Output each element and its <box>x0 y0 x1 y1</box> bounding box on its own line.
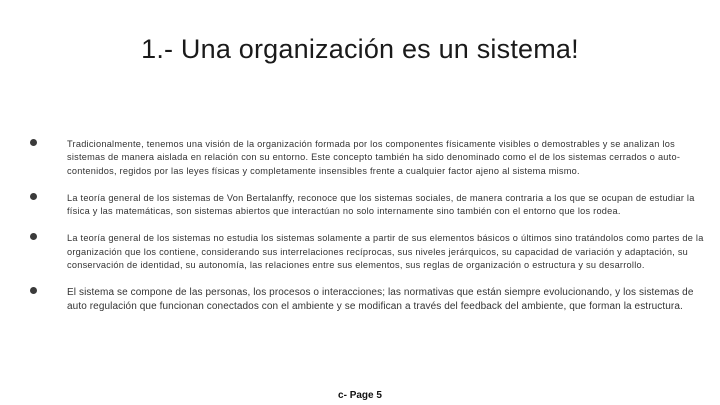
slide-title: 1.- Una organización es un sistema! <box>141 34 579 64</box>
bullet-text: El sistema se compone de las personas, los procesos o interacciones; las normativas que están siempre evolucionando, y los sistemas de auto regulación que funcionan conectados con el ambiente y se modifican a través del feedback del ambiente, que forman la estructura. <box>67 287 694 312</box>
bullet-dot-icon <box>30 287 37 294</box>
bullet-dot-icon <box>30 233 37 240</box>
bullet-dot-icon <box>30 139 37 146</box>
bullet-item-general-theory <box>30 232 714 272</box>
bullet-text: La teoría general de los sistemas no estudia los sistemas solamente a partir de sus elementos básicos o últimos sino tratándolos como partes de la organización que los contiene, considerando sus interrelaciones recíprocas, sus niveles jerárquicos, su capacidad de variación y adaptación, su conservación de identidad, su autonomía, las relaciones entre sus elementos, sus reglas de organización o estructura y su desarrollo. <box>67 233 704 271</box>
bullet-text: La teoría general de los sistemas de Von Bertalanffy, reconoce que los sistemas sociales, de manera contraria a los que se ocupan de estudiar la física y las matemáticas, son sistemas abiertos que interactúan no solo internamente sino también con el entorno que los rodea. <box>67 192 695 217</box>
bullet-item-closed-systems <box>30 138 714 178</box>
bullet-item-bertalanffy <box>30 192 714 219</box>
bullet-item-system-composition <box>30 286 714 313</box>
bullet-list <box>30 138 714 327</box>
page-number: c- Page 5 <box>338 390 382 401</box>
bullet-dot-icon <box>30 193 37 200</box>
bullet-text: Tradicionalmente, tenemos una visión de la organización formada por los componentes físicamente visibles o demostrables y se analizan los sistemas de manera aislada en relación con su entorno. Este concepto también ha sido denominado como el de los sistemas cerrados o auto-contenidos, regidos por las leyes físicas y completamente insensibles frente a cualquier factor ajeno al sistema mismo. <box>67 139 681 176</box>
